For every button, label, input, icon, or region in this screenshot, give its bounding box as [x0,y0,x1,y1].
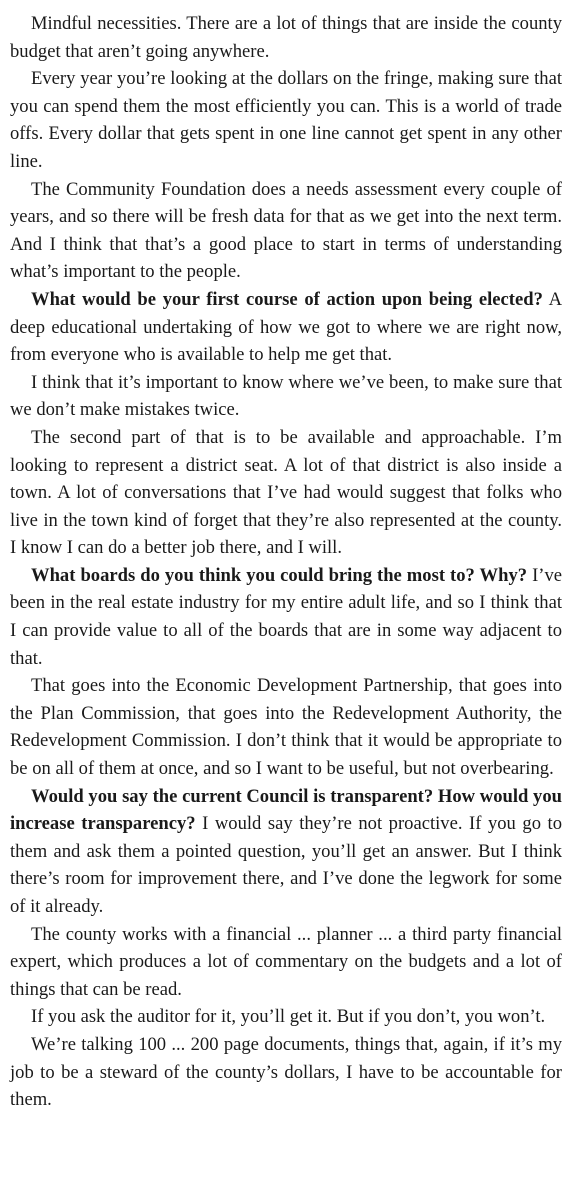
body-paragraph [10,424,562,562]
interview-question: What would be your first course of action upon being elected? [31,288,543,310]
body-paragraph [10,10,562,65]
body-paragraph [10,65,562,175]
answer-text: The county works with a financial ... planner ... a third party financial expert, which produces a lot of commentary on the budgets and a lot of things that can be read. [10,923,562,1000]
answer-text: The Community Foundation does a needs assessment every couple of years, and so there will be fresh data for that as we get into the next term. And I think that that’s a good place to start in terms of understanding what’s important to the people. [10,178,562,283]
answer-text: We’re talking 100 ... 200 page documents, things that, again, if it’s my job to be a steward of the county’s dollars, I have to be accountable for them. [10,1033,562,1111]
answer-text: Mindful necessities. There are a lot of things that are inside the county budget that aren’t going anywhere. [10,13,562,62]
body-paragraph [10,176,562,286]
body-paragraph [10,1003,562,1031]
answer-text: If you ask the auditor for it, you’ll get it. But if you don’t, you won’t. [31,1006,546,1028]
interview-question: Would you say the current Council is transparent? How would you increase transparency? [10,785,562,835]
answer-text: That goes into the Economic Development Partnership, that goes into the Plan Commission, that goes into the Redevelopment Authority, the Redevelopment Commission. I don’t think that it would be appropriate to be on all of them at once, and so I want to be useful, but not overbearing. [10,675,562,780]
body-paragraph [10,1031,562,1114]
answer-text: The second part of that is to be available and approachable. I’m looking to represent a district seat. A lot of that district is also inside a town. A lot of conversations that I’ve had would suggest that folks who live in the town kind of forget that they’re also represented at the county. I know I can do a better job there, and I will. [10,426,562,559]
answer-text: I’ve been in the real estate industry for my entire adult life, and so I think that I can provide value to all of the boards that are in some way adjacent to that. [10,564,562,669]
body-paragraph [10,672,562,782]
answer-text: I think that it’s important to know where we’ve been, to make sure that we don’t make mistakes twice. [10,371,562,421]
body-paragraph [10,562,562,672]
interview-question: What boards do you think you could bring the most to? Why? [31,564,528,586]
answer-text: A deep educational undertaking of how we got to where we are right now, from everyone who is available to help me get that. [10,288,562,366]
body-paragraph [10,286,562,369]
answer-text: I would say they’re not proactive. If you go to them and ask them a pointed question, you’ll get an answer. But I think there’s room for improvement there, and I’ve done the legwork for some of it already. [10,813,562,917]
body-paragraph [10,369,562,424]
body-paragraph [10,783,562,921]
answer-text: Every year you’re looking at the dollars on the fringe, making sure that you can spend them the most efficiently you can. This is a world of trade offs. Every dollar that gets spent in one line cannot get spent in any other line. [10,68,562,172]
body-paragraph [10,921,562,1004]
